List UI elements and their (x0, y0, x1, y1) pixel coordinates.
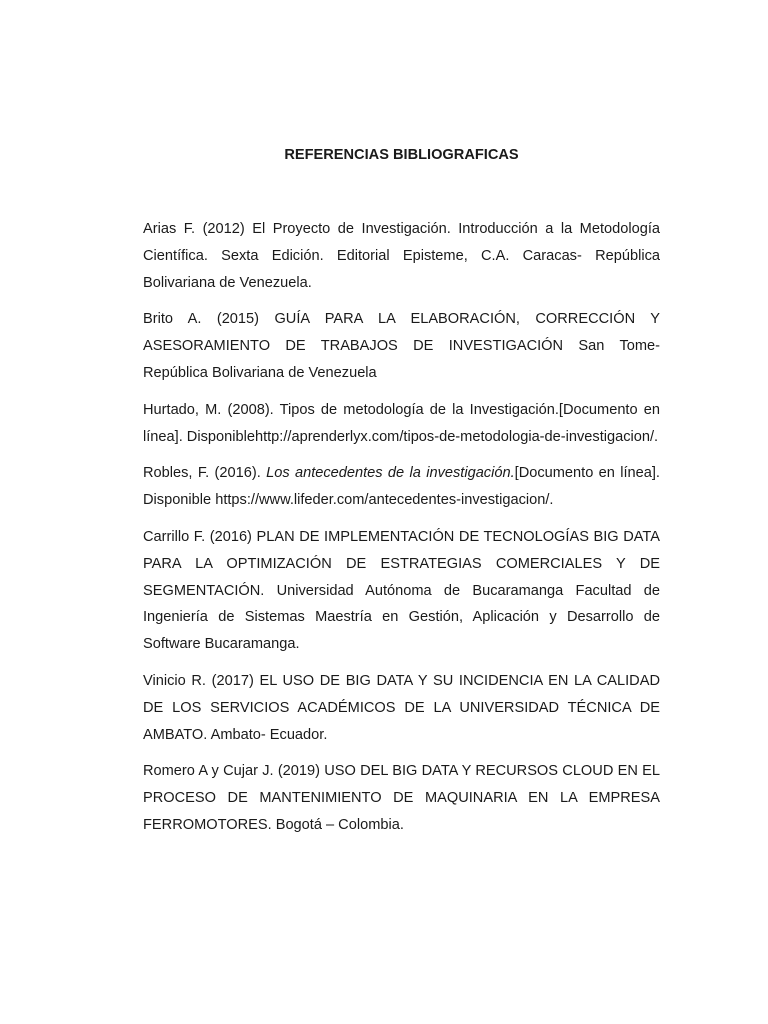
reference-list (143, 216, 660, 849)
reference-item-robles (143, 460, 660, 514)
reference-text: Robles, F. (2016). (143, 465, 267, 482)
page-title: REFERENCIAS BIBLIOGRAFICAS (284, 147, 519, 163)
reference-item-romero: Romero A y Cujar J. (2019) USO DEL BIG DATA Y RECURSOS CLOUD EN EL PROCESO DE MANTENIMIENTO DE MAQUINARIA EN LA EMPRESA FERROMOTORES. Bogotá – Colombia. (143, 763, 660, 833)
reference-item-hurtado: Hurtado, M. (2008). Tipos de metodología de la Investigación.[Documento en línea]. Disponiblehttp://aprenderlyx.com/tipos-de-metodologia-de-investigacion/. (143, 401, 660, 445)
reference-italic-title: Los antecedentes de la investigación. (266, 465, 515, 482)
reference-item-brito: Brito A. (2015) GUÍA PARA LA ELABORACIÓN, CORRECCIÓN Y ASESORAMIENTO DE TRABAJOS DE INVESTIGACIÓN San Tome- República Bolivariana de Venezuela (143, 311, 660, 381)
reference-item-arias: Arias F. (2012) El Proyecto de Investigación. Introducción a la Metodología Científica. Sexta Edición. Editorial Episteme, C.A. Caracas- República Bolivariana de Venezuela. (143, 221, 660, 291)
reference-text: [Documento en línea]. Disponible https://www.lifeder.com/antecedentes-investigacion/. (143, 465, 660, 509)
reference-item-vinicio: Vinicio R. (2017) EL USO DE BIG DATA Y SU INCIDENCIA EN LA CALIDAD DE LOS SERVICIOS ACADÉMICOS DE LA UNIVERSIDAD TÉCNICA DE AMBATO. Ambato- Ecuador. (143, 672, 660, 743)
reference-item-carrillo: Carrillo F. (2016) PLAN DE IMPLEMENTACIÓN DE TECNOLOGÍAS BIG DATA PARA LA OPTIMIZACIÓN DE ESTRATEGIAS COMERCIALES Y DE SEGMENTACIÓN. Universidad Autónoma de Bucaramanga Facultad de Ingeniería de Sistemas Maestría en Gestión, Aplicación y Desarrollo de Software Bucaramanga. (143, 528, 660, 653)
